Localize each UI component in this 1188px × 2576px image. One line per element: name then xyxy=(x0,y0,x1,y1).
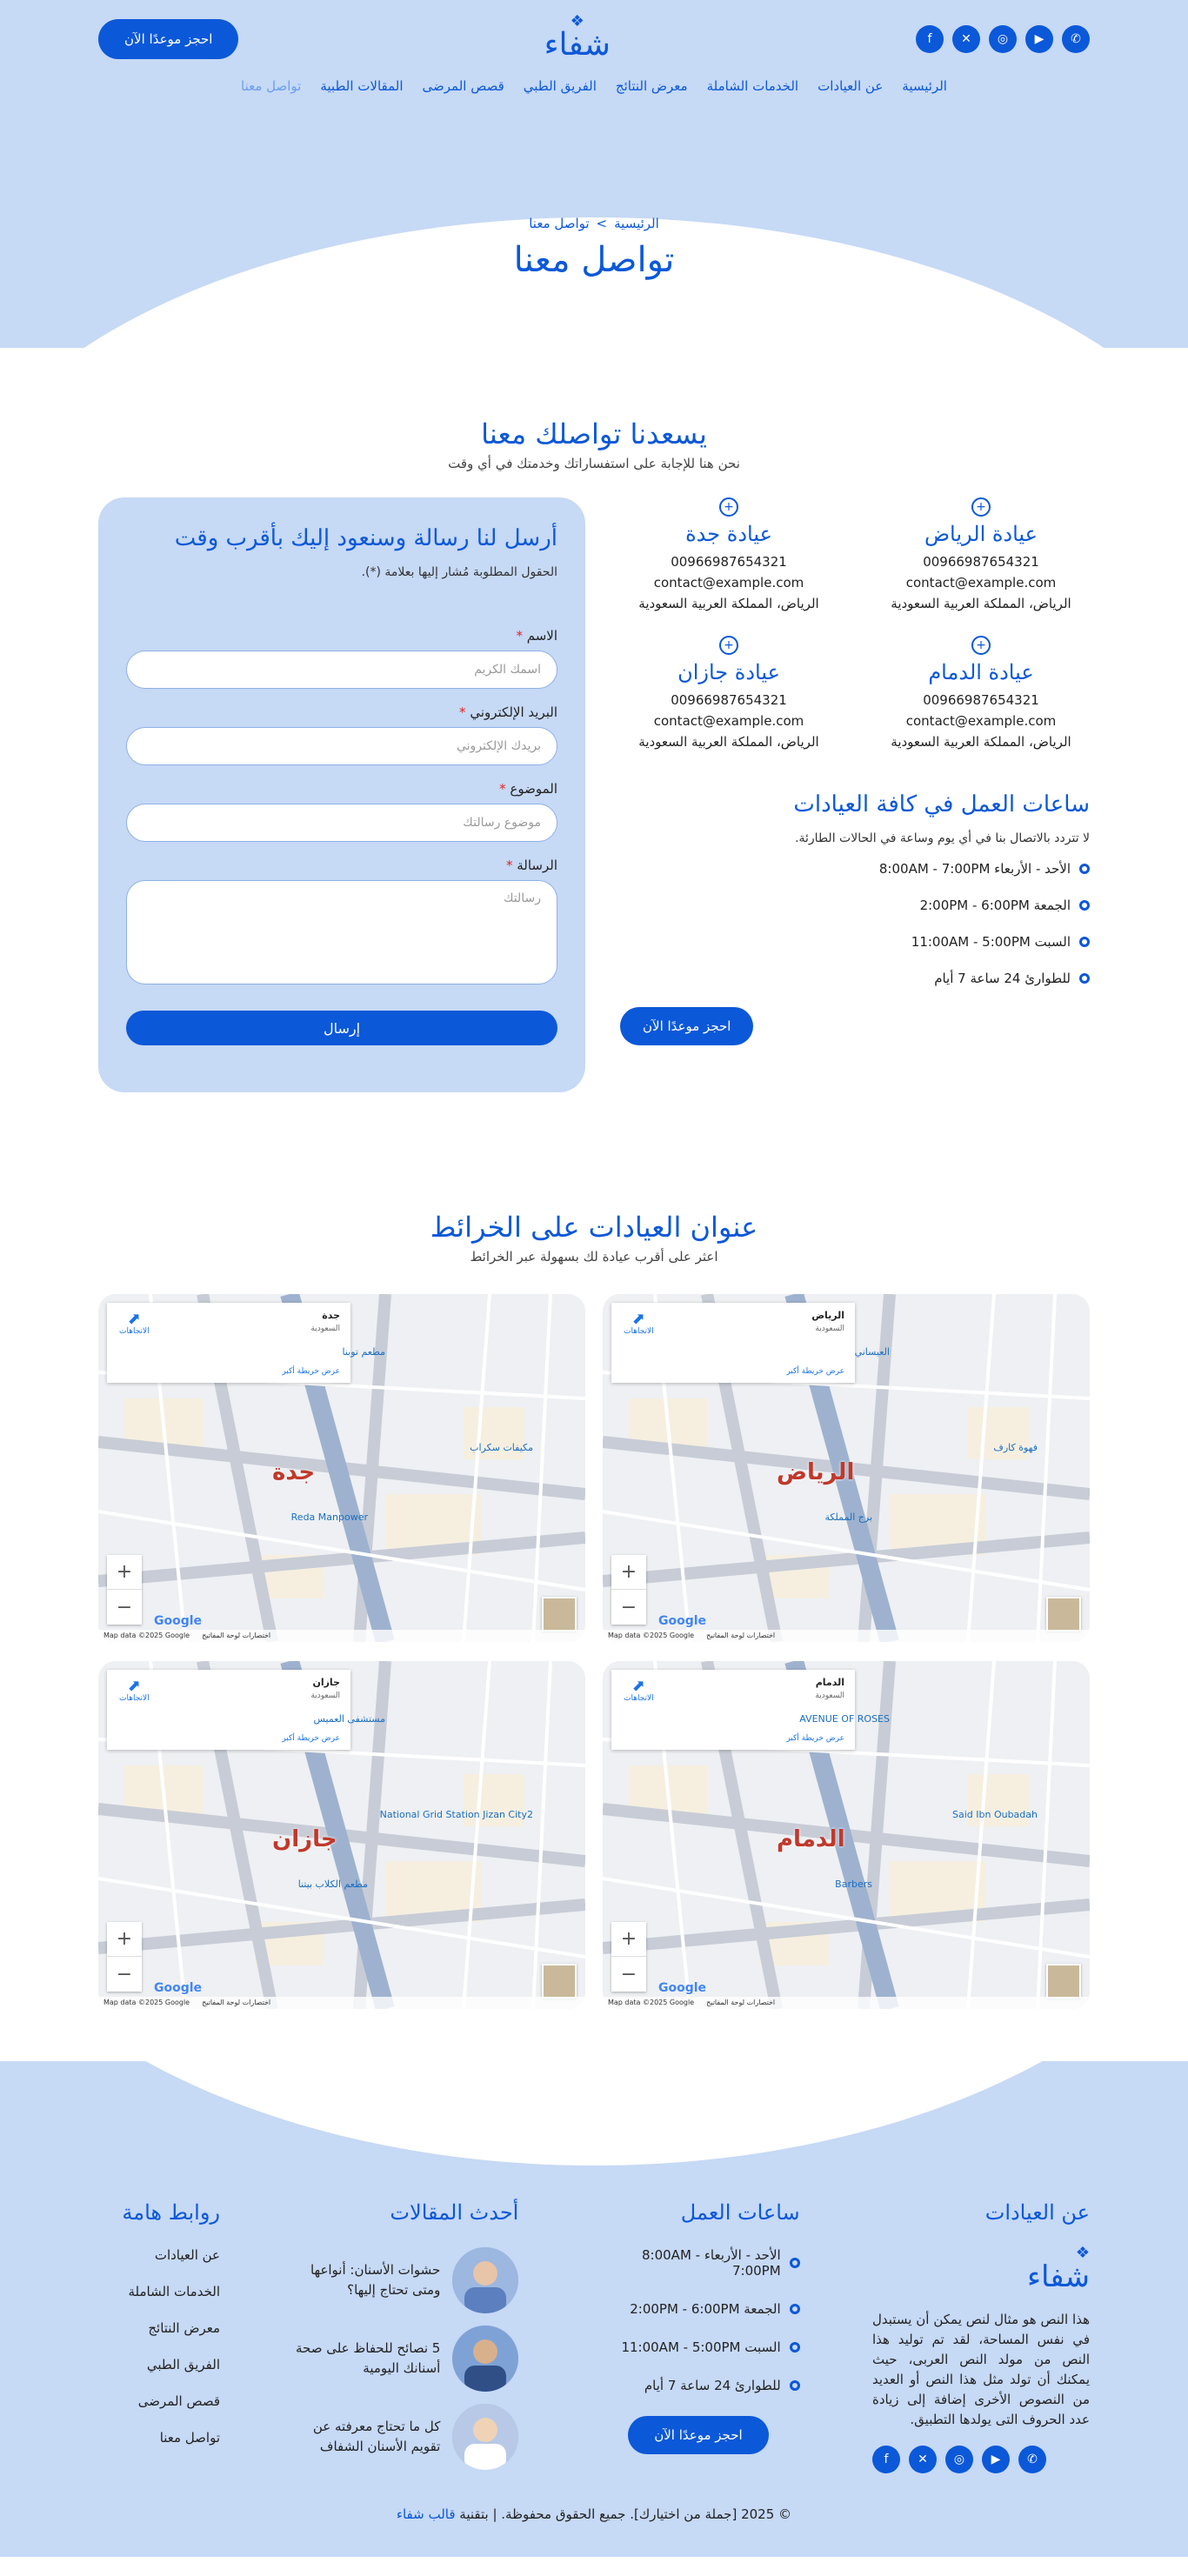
footer-columns xyxy=(98,2200,1090,2482)
clinic-address: الرياض، المملكة العربية السعودية xyxy=(638,734,819,750)
clinic-address: الرياض، المملكة العربية السعودية xyxy=(891,596,1071,611)
zoom-out-button[interactable]: − xyxy=(620,1596,637,1618)
hours-text: الجمعة 2:00PM - 6:00PM xyxy=(630,2301,781,2317)
maps-subtitle: اعثر على أقرب عيادة لك بسهولة عبر الخرائط xyxy=(470,1249,718,1265)
subject-field-group xyxy=(126,781,557,842)
directions-icon: ⬈ xyxy=(631,1677,645,1695)
post-thumbnail[interactable] xyxy=(452,2247,518,2313)
hours-intro: لا تتردد بالاتصال بنا في أي يوم وساعة في الحالات الطارئة. xyxy=(795,831,1090,845)
map-place-country: السعودية xyxy=(310,1325,340,1333)
required-note: الحقول المطلوبة مُشار إليها بعلامة (*). xyxy=(361,565,557,579)
map-poi[interactable]: العيساني xyxy=(854,1346,890,1358)
hours-item xyxy=(591,2339,800,2355)
footer-link[interactable]: قصص المرضى xyxy=(137,2393,221,2409)
nav-item-contact[interactable]: تواصل معنا xyxy=(241,78,302,94)
email-field-group xyxy=(126,704,557,765)
nav-item-team[interactable]: الفريق الطبي xyxy=(523,78,597,94)
footer-posts-title: أحدث المقالات xyxy=(390,2200,519,2225)
hours-item xyxy=(591,2247,800,2279)
form-title: أرسل لنا رسالة وسنعود إليك بأقرب وقت xyxy=(174,525,557,551)
map-place-card xyxy=(107,1670,350,1750)
zoom-in-button[interactable]: + xyxy=(611,1555,646,1590)
contact-grid xyxy=(98,497,1090,1092)
site-footer xyxy=(0,2061,1188,2557)
post-item[interactable] xyxy=(292,2326,518,2392)
footer-link[interactable]: معرض النتائج xyxy=(148,2320,221,2336)
attribution-text: Map data ©2025 Google xyxy=(608,1632,695,1639)
map-poi[interactable]: National Grid Station Jizan City2 xyxy=(379,1809,533,1820)
top-bar xyxy=(98,0,1090,78)
instagram-icon[interactable]: ◎ xyxy=(989,25,1017,53)
map-city-label: جازان xyxy=(272,1826,337,1852)
hours-list xyxy=(620,861,1090,986)
facebook-icon[interactable]: f xyxy=(916,25,944,53)
attribution-text: Map data ©2025 Google xyxy=(608,1999,695,2006)
submit-button[interactable]: إرسال xyxy=(126,1011,557,1045)
nav-item-about[interactable]: عن العيادات xyxy=(818,78,884,94)
footer-about-title: عن العيادات xyxy=(984,2200,1090,2225)
subject-label xyxy=(126,781,557,797)
zoom-in-button[interactable]: + xyxy=(107,1922,142,1957)
satellite-toggle[interactable] xyxy=(542,1597,577,1632)
clinic-row xyxy=(620,636,1090,774)
map-poi[interactable]: برج المملكة xyxy=(824,1512,872,1523)
google-logo: Google xyxy=(658,1614,707,1628)
clinic-phone[interactable]: 00966987654321 xyxy=(671,692,787,708)
hours-item xyxy=(620,861,1090,877)
google-logo: Google xyxy=(658,1981,707,1995)
clinic-card xyxy=(620,497,838,614)
keyboard-shortcuts-link[interactable]: اختصارات لوحة المفاتيح xyxy=(706,1999,776,2006)
map-place-country: السعودية xyxy=(815,1325,844,1333)
label-text: الموضوع xyxy=(510,781,557,797)
zoom-out-button[interactable]: − xyxy=(620,1963,637,1985)
book-appointment-button[interactable]: احجز موعدًا الآن xyxy=(620,1007,753,1045)
hours-text: للطوارئ 24 ساعة 7 أيام xyxy=(644,2378,781,2393)
bullet-icon xyxy=(790,2342,800,2352)
footer-curve xyxy=(0,2061,1188,2166)
hours-item xyxy=(620,898,1090,913)
working-hours xyxy=(620,791,1090,1045)
maps-section xyxy=(98,1211,1090,2009)
nav-item-services[interactable]: الخدمات الشاملة xyxy=(706,78,799,94)
contact-section xyxy=(98,417,1090,1092)
maps-grid xyxy=(98,1294,1090,2009)
logo-text: شفاء xyxy=(544,27,611,63)
label-text: الاسم xyxy=(526,628,557,644)
footer-logo[interactable] xyxy=(872,2244,1090,2294)
hours-item xyxy=(620,934,1090,950)
footer-about xyxy=(872,2200,1090,2482)
zoom-in-button[interactable]: + xyxy=(611,1922,646,1957)
subject-input[interactable] xyxy=(126,804,557,842)
required-star: * xyxy=(459,704,466,720)
location-pin-icon: + xyxy=(719,636,738,655)
clinic-name: عيادة جدة xyxy=(685,522,772,546)
directions-link[interactable] xyxy=(119,1678,150,1703)
directions-label: الاتجاهات xyxy=(624,1327,654,1336)
clinic-card xyxy=(872,636,1090,752)
hours-text: الأحد - الأربعاء 8:00AM - 7:00PM xyxy=(642,2247,781,2279)
map-place-country: السعودية xyxy=(310,1692,340,1700)
footer-hours-list xyxy=(591,2247,800,2393)
directions-icon: ⬈ xyxy=(127,1310,141,1328)
hours-text: السبت 11:00AM - 5:00PM xyxy=(911,934,1071,950)
map-embed[interactable] xyxy=(98,1661,585,2009)
hours-item xyxy=(591,2301,800,2317)
copyright-text: © 2025 [جملة من اختيارك]. جميع الحقوق محفوظة. | بتقنية xyxy=(459,2506,792,2522)
map-poi[interactable]: فهوة كارف xyxy=(993,1442,1038,1453)
hours-item xyxy=(620,971,1090,986)
footer-about-text: هذا النص هو مثال لنص يمكن أن يستبدل في نفس المساحة، لقد تم توليد هذا النص من مولد النص العربى، حيث يمكنك أن تولد مثل هذا النص أو العديد من النصوص الأخرى إضافة إلى زيادة عدد الحروف التى يولدها التطبيق. xyxy=(872,2312,1090,2427)
map-city-label: جدة xyxy=(272,1459,316,1485)
footer-links xyxy=(98,2200,220,2482)
footer-link[interactable]: تواصل معنا xyxy=(159,2430,221,2446)
footer-link[interactable]: الخدمات الشاملة xyxy=(128,2284,221,2299)
footer-links-title: روابط هامة xyxy=(122,2200,221,2225)
page-title: تواصل معنا xyxy=(513,240,675,280)
map-poi[interactable]: Reda Manpower xyxy=(290,1512,368,1523)
footer-link[interactable]: عن العيادات xyxy=(154,2247,221,2263)
map-city-label: الرياض xyxy=(777,1459,855,1485)
bullet-icon xyxy=(1079,900,1090,911)
map-place-card xyxy=(107,1303,350,1383)
whatsapp-icon[interactable]: ✆ xyxy=(1062,25,1090,53)
clinic-phone[interactable]: 00966987654321 xyxy=(923,554,1039,570)
contact-head xyxy=(98,417,1090,471)
hero-header xyxy=(0,0,1188,348)
footer-links-list xyxy=(98,2247,220,2446)
copyright xyxy=(98,2506,1090,2522)
directions-link[interactable] xyxy=(624,1311,654,1336)
clinic-card xyxy=(620,636,838,752)
post-title[interactable]: 5 نصائح للحفاظ على صحة أسنانك اليومية xyxy=(295,2340,441,2376)
map-attribution xyxy=(98,1997,585,2009)
logo-text: شفاء xyxy=(1026,2259,1090,2294)
directions-label: الاتجاهات xyxy=(119,1327,150,1336)
hours-text: للطوارئ 24 ساعة 7 أيام xyxy=(934,971,1071,986)
breadcrumb xyxy=(0,216,1188,231)
map-poi[interactable]: Barbers xyxy=(835,1879,872,1890)
map-attribution xyxy=(603,1630,1090,1642)
map-attribution xyxy=(603,1997,1090,2009)
breadcrumb-separator: > xyxy=(596,216,608,231)
maps-head xyxy=(98,1211,1090,1265)
name-label xyxy=(126,628,557,644)
message-label xyxy=(126,858,557,873)
required-star: * xyxy=(516,628,523,644)
label-text: الرسالة xyxy=(517,858,557,873)
bullet-icon xyxy=(1079,973,1090,984)
clinic-name: عيادة الرياض xyxy=(924,522,1038,546)
map-embed[interactable] xyxy=(603,1294,1090,1642)
footer-link[interactable]: الفريق الطبي xyxy=(146,2357,221,2372)
zoom-in-button[interactable]: + xyxy=(107,1555,142,1590)
bullet-icon xyxy=(790,2258,800,2268)
map-place-card xyxy=(611,1303,855,1383)
post-item[interactable] xyxy=(292,2404,518,2470)
nav-item-stories[interactable]: قصص المرضى xyxy=(422,78,504,94)
label-text: البريد الإلكتروني xyxy=(470,704,557,720)
keyboard-shortcuts-link[interactable]: اختصارات لوحة المفاتيح xyxy=(202,1999,271,2006)
footer-social-links xyxy=(872,2446,1090,2473)
footer-hours-title: ساعات العمل xyxy=(680,2200,800,2225)
map-poi[interactable]: مكيفات سكراب xyxy=(470,1442,533,1453)
directions-link[interactable] xyxy=(624,1678,654,1703)
attribution-text: Map data ©2025 Google xyxy=(103,1632,190,1639)
post-item[interactable] xyxy=(292,2247,518,2313)
page-hero-title xyxy=(0,216,1188,280)
footer-latest-posts xyxy=(292,2200,518,2482)
message-textarea[interactable] xyxy=(126,880,557,984)
clinic-address: الرياض، المملكة العربية السعودية xyxy=(891,734,1071,750)
name-field-group xyxy=(126,628,557,689)
view-larger-map-link[interactable]: عرض خريطة أكبر xyxy=(786,1734,844,1743)
facebook-icon[interactable]: f xyxy=(872,2446,900,2473)
required-star: * xyxy=(505,858,513,873)
map-embed[interactable] xyxy=(98,1294,585,1642)
clinic-email[interactable]: contact@example.com xyxy=(905,713,1057,729)
contact-form xyxy=(98,497,585,1092)
youtube-icon[interactable]: ▶ xyxy=(982,2446,1010,2473)
hours-text: السبت 11:00AM - 5:00PM xyxy=(621,2339,781,2355)
location-pin-icon: + xyxy=(719,497,738,517)
clinic-phone[interactable]: 00966987654321 xyxy=(923,692,1039,708)
clinic-phone[interactable]: 00966987654321 xyxy=(671,554,787,570)
map-place-name: الرياض xyxy=(811,1310,844,1321)
hours-cta-wrap xyxy=(620,1007,1090,1045)
satellite-toggle[interactable] xyxy=(1046,1964,1081,1999)
nav-item-gallery[interactable]: معرض النتائج xyxy=(615,78,688,94)
satellite-toggle[interactable] xyxy=(1046,1597,1081,1632)
directions-icon: ⬈ xyxy=(631,1310,645,1328)
keyboard-shortcuts-link[interactable]: اختصارات لوحة المفاتيح xyxy=(202,1632,271,1639)
bullet-icon xyxy=(1079,937,1090,947)
map-zoom-controls xyxy=(611,1922,646,1992)
directions-icon: ⬈ xyxy=(127,1677,141,1695)
directions-link[interactable] xyxy=(119,1311,150,1336)
hours-text: الجمعة 2:00PM - 6:00PM xyxy=(919,898,1071,913)
map-zoom-controls xyxy=(107,1555,142,1625)
book-appointment-button[interactable]: احجز موعدًا الآن xyxy=(98,19,238,59)
map-poi[interactable]: Said Ibn Oubadah xyxy=(951,1809,1038,1820)
instagram-icon[interactable]: ◎ xyxy=(945,2446,973,2473)
hours-text: الأحد - الأربعاء 8:00AM - 7:00PM xyxy=(878,861,1071,877)
clinic-address: الرياض، المملكة العربية السعودية xyxy=(638,596,819,611)
nav-item-articles[interactable]: المقالات الطبية xyxy=(320,78,404,94)
directions-label: الاتجاهات xyxy=(119,1694,150,1703)
breadcrumb-home[interactable]: الرئيسية xyxy=(614,216,659,231)
site-logo[interactable] xyxy=(544,12,611,63)
clinic-name: عيادة جازان xyxy=(677,660,780,684)
keyboard-shortcuts-link[interactable]: اختصارات لوحة المفاتيح xyxy=(706,1632,776,1639)
x-icon[interactable]: ✕ xyxy=(909,2446,937,2473)
hours-title: ساعات العمل في كافة العيادات xyxy=(793,791,1090,818)
footer-book-button[interactable]: احجز موعدًا الآن xyxy=(628,2416,768,2454)
map-attribution xyxy=(98,1630,585,1642)
bullet-icon xyxy=(790,2380,800,2391)
google-logo: Google xyxy=(154,1981,203,1995)
post-title[interactable]: حشوات الأسنان: أنواعها ومتى تحتاج إليها؟ xyxy=(310,2262,441,2298)
satellite-toggle[interactable] xyxy=(542,1964,577,1999)
google-logo: Google xyxy=(154,1614,203,1628)
map-place-country: السعودية xyxy=(815,1692,844,1700)
zoom-out-button[interactable]: − xyxy=(116,1963,133,1985)
post-thumbnail[interactable] xyxy=(452,2404,518,2470)
nav-item-home[interactable]: الرئيسية xyxy=(902,78,947,94)
name-input[interactable] xyxy=(126,651,557,689)
post-thumbnail[interactable] xyxy=(452,2326,518,2392)
attribution-text: Map data ©2025 Google xyxy=(103,1999,190,2006)
logo-mark-icon: ❖ xyxy=(570,12,584,30)
maps-title: عنوان العيادات على الخرائط xyxy=(430,1211,758,1244)
map-place-name: الدمام xyxy=(815,1677,844,1688)
view-larger-map-link[interactable]: عرض خريطة أكبر xyxy=(786,1367,844,1376)
map-poi[interactable]: مستشفى العميس xyxy=(313,1713,385,1725)
email-label xyxy=(126,704,557,720)
view-larger-map-link[interactable]: عرض خريطة أكبر xyxy=(282,1734,340,1743)
required-star: * xyxy=(499,781,506,797)
location-pin-icon: + xyxy=(971,636,991,655)
map-place-name: جدة xyxy=(322,1310,340,1321)
whatsapp-icon[interactable]: ✆ xyxy=(1018,2446,1046,2473)
clinics-info xyxy=(620,497,1090,1092)
hours-item xyxy=(591,2378,800,2393)
directions-label: الاتجاهات xyxy=(624,1694,654,1703)
map-poi[interactable]: مطعم توبنا xyxy=(342,1346,385,1358)
copyright-brand-link[interactable]: قالب شفاء xyxy=(396,2506,456,2522)
map-embed[interactable] xyxy=(603,1661,1090,2009)
contact-title: يسعدنا تواصلك معنا xyxy=(481,417,707,450)
social-links xyxy=(916,25,1090,53)
bullet-icon xyxy=(790,2304,800,2314)
bullet-icon xyxy=(1079,864,1090,874)
map-zoom-controls xyxy=(107,1922,142,1992)
main-nav xyxy=(98,78,1090,94)
clinic-email[interactable]: contact@example.com xyxy=(653,575,804,591)
view-larger-map-link[interactable]: عرض خريطة أكبر xyxy=(282,1367,340,1376)
map-place-card xyxy=(611,1670,855,1750)
clinic-name: عيادة الدمام xyxy=(928,660,1034,684)
footer-hours xyxy=(591,2200,800,2482)
map-poi[interactable]: مطعم الكلاب بيتنا xyxy=(297,1879,368,1890)
clinic-email[interactable]: contact@example.com xyxy=(653,713,804,729)
clinic-card xyxy=(872,497,1090,614)
logo-mark-icon: ❖ xyxy=(1075,2244,1090,2262)
x-icon[interactable]: ✕ xyxy=(952,25,980,53)
email-input[interactable] xyxy=(126,727,557,765)
map-zoom-controls xyxy=(611,1555,646,1625)
contact-subtitle: نحن هنا للإجابة على استفساراتك وخدمتك في أي وقت xyxy=(448,456,740,471)
clinic-email[interactable]: contact@example.com xyxy=(905,575,1057,591)
location-pin-icon: + xyxy=(971,497,991,517)
message-field-group xyxy=(126,858,557,988)
map-place-name: جازان xyxy=(312,1677,340,1688)
map-city-label: الدمام xyxy=(777,1826,845,1852)
clinic-row xyxy=(620,497,1090,636)
post-title[interactable]: كل ما تحتاج معرفته عن تقويم الأسنان الشفاف xyxy=(312,2419,441,2454)
zoom-out-button[interactable]: − xyxy=(116,1596,133,1618)
map-poi[interactable]: AVENUE OF ROSES xyxy=(799,1713,890,1725)
breadcrumb-current: تواصل معنا xyxy=(529,216,590,231)
youtube-icon[interactable]: ▶ xyxy=(1025,25,1053,53)
